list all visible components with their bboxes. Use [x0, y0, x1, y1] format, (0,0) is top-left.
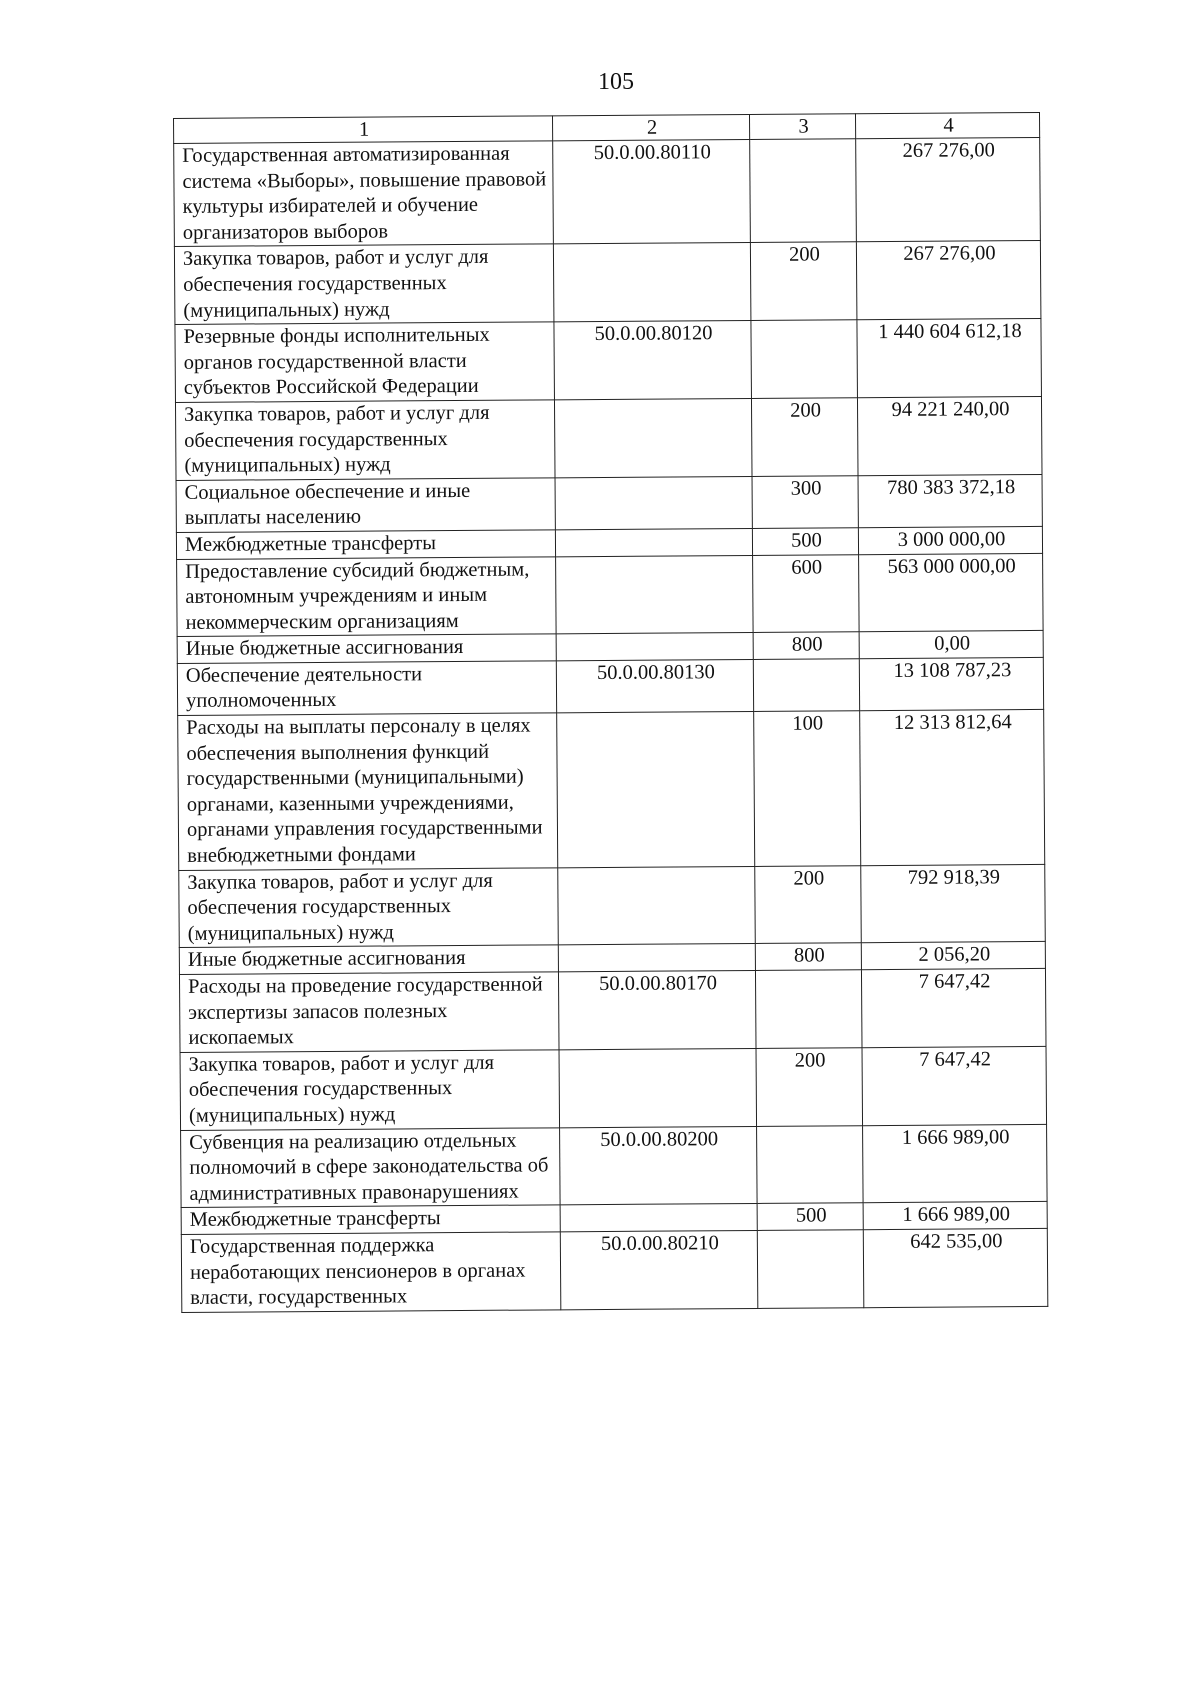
expense-name-cell: Социальное обеспечение и иные выплаты населению: [176, 478, 555, 533]
table-row: [175, 319, 1042, 403]
expense-type-cell: 300: [752, 475, 858, 528]
amount-cell: 792 918,39: [861, 864, 1046, 943]
amount-cell: 1 666 989,00: [863, 1202, 1047, 1230]
amount-cell: 0,00: [859, 631, 1043, 659]
expense-type-cell: 800: [755, 943, 861, 970]
expense-name-cell: Закупка товаров, работ и услуг для обеспечения государственных (муниципальных) нужд: [174, 244, 554, 324]
amount-cell: 7 647,42: [862, 1046, 1047, 1125]
expense-name-cell: Расходы на выплаты персоналу в целях обеспечения выполнения функций государственными (муниципальными) органами, казенными учреждениями, органами управления государственными внебюджетными фондами: [178, 713, 558, 870]
amount-cell: 642 535,00: [863, 1228, 1048, 1307]
table-row: [177, 657, 1043, 715]
expense-name-cell: Закупка товаров, работ и услуг для обеспечения государственных (муниципальных) нужд: [180, 1050, 560, 1130]
expense-type-cell: [750, 139, 857, 243]
target-code-cell: [558, 944, 755, 972]
target-code-cell: 50.0.00.80120: [554, 321, 752, 400]
table-row: [174, 137, 1041, 246]
amount-cell: 267 276,00: [856, 137, 1041, 242]
expense-type-cell: 200: [756, 1047, 863, 1126]
header-cell-4: 4: [855, 112, 1039, 138]
amount-cell: 780 383 372,18: [858, 474, 1042, 527]
expense-name-cell: Закупка товаров, работ и услуг для обеспечения государственных (муниципальных) нужд: [179, 867, 559, 947]
expense-type-cell: 500: [752, 528, 858, 555]
amount-cell: 13 108 787,23: [859, 657, 1043, 710]
table-row: [179, 968, 1046, 1052]
expense-name-cell: Субвенция на реализацию отдельных полномочий в сфере законодательства об административных правонарушениях: [181, 1127, 561, 1207]
amount-cell: 2 056,20: [861, 942, 1045, 970]
expense-name-cell: Межбюджетные трансферты: [176, 530, 555, 559]
table-row: [178, 709, 1045, 870]
expense-type-cell: 100: [754, 711, 861, 866]
expense-name-cell: Обеспечение деятельности уполномоченных: [177, 661, 556, 716]
expense-type-cell: 200: [755, 865, 862, 944]
expense-type-cell: 500: [757, 1203, 863, 1230]
expense-name-cell: Межбюджетные трансферты: [181, 1205, 560, 1234]
amount-cell: 3 000 000,00: [858, 526, 1042, 554]
expense-name-cell: Иные бюджетные ассигнования: [179, 945, 558, 974]
table-row: [180, 1046, 1047, 1130]
amount-cell: 1 666 989,00: [863, 1124, 1048, 1203]
target-code-cell: [557, 712, 755, 868]
amount-cell: 94 221 240,00: [857, 396, 1042, 475]
expense-name-cell: Расходы на проведение государственной экспертизы запасов полезных ископаемых: [179, 972, 559, 1052]
target-code-cell: [560, 1204, 757, 1232]
header-cell-2: 2: [552, 114, 749, 140]
expense-type-cell: [757, 1230, 864, 1309]
expense-type-cell: 200: [751, 398, 858, 477]
table-row: [177, 553, 1044, 637]
amount-cell: 1 440 604 612,18: [857, 319, 1042, 398]
target-code-cell: [558, 866, 756, 945]
header-cell-1: 1: [174, 116, 553, 144]
page-number: 105: [598, 69, 634, 95]
expense-type-cell: 600: [753, 554, 860, 633]
expense-name-cell: Иные бюджетные ассигнования: [177, 634, 556, 663]
expense-type-cell: [753, 659, 859, 712]
target-code-cell: 50.0.00.80200: [560, 1126, 758, 1205]
amount-cell: 12 313 812,64: [860, 709, 1045, 865]
target-code-cell: [555, 528, 752, 556]
expense-name-cell: Предоставление субсидий бюджетным, автономным учреждениям и иным некоммерческим организациям: [177, 556, 557, 636]
amount-cell: 563 000 000,00: [859, 553, 1044, 632]
expense-name-cell: Государственная поддержка неработающих пенсионеров в органах власти, государственных: [181, 1232, 561, 1312]
target-code-cell: [554, 398, 752, 477]
target-code-cell: 50.0.00.80170: [558, 970, 756, 1049]
amount-cell: 7 647,42: [861, 968, 1046, 1047]
expense-type-cell: 800: [753, 632, 859, 659]
target-code-cell: [559, 1048, 757, 1127]
amount-cell: 267 276,00: [856, 241, 1041, 320]
target-code-cell: 50.0.00.80110: [553, 139, 751, 244]
header-cell-3: 3: [749, 114, 855, 140]
expense-name-cell: Закупка товаров, работ и услуг для обеспечения государственных (муниципальных) нужд: [175, 400, 555, 480]
table-row: [176, 474, 1042, 532]
budget-table: [173, 112, 1048, 1313]
target-code-cell: [555, 476, 752, 530]
expense-type-cell: [751, 320, 858, 399]
table-row: [181, 1124, 1048, 1208]
expense-name-cell: Государственная автоматизированная система «Выборы», повышение правовой культуры избирателей и обучение организаторов выборов: [174, 141, 554, 247]
table-row: [181, 1228, 1048, 1312]
target-code-cell: [556, 555, 754, 634]
table-row: [174, 241, 1041, 325]
target-code-cell: [553, 243, 751, 322]
table-row: [175, 396, 1042, 480]
budget-table-container: [173, 112, 1047, 1313]
target-code-cell: [556, 633, 753, 661]
expense-name-cell: Резервные фонды исполнительных органов государственной власти субъектов Российской Федерации: [175, 322, 555, 402]
target-code-cell: 50.0.00.80210: [560, 1230, 758, 1309]
expense-type-cell: 200: [750, 242, 857, 321]
table-row: [179, 864, 1046, 948]
expense-type-cell: [755, 970, 862, 1049]
expense-type-cell: [757, 1125, 864, 1204]
target-code-cell: 50.0.00.80130: [556, 659, 753, 713]
